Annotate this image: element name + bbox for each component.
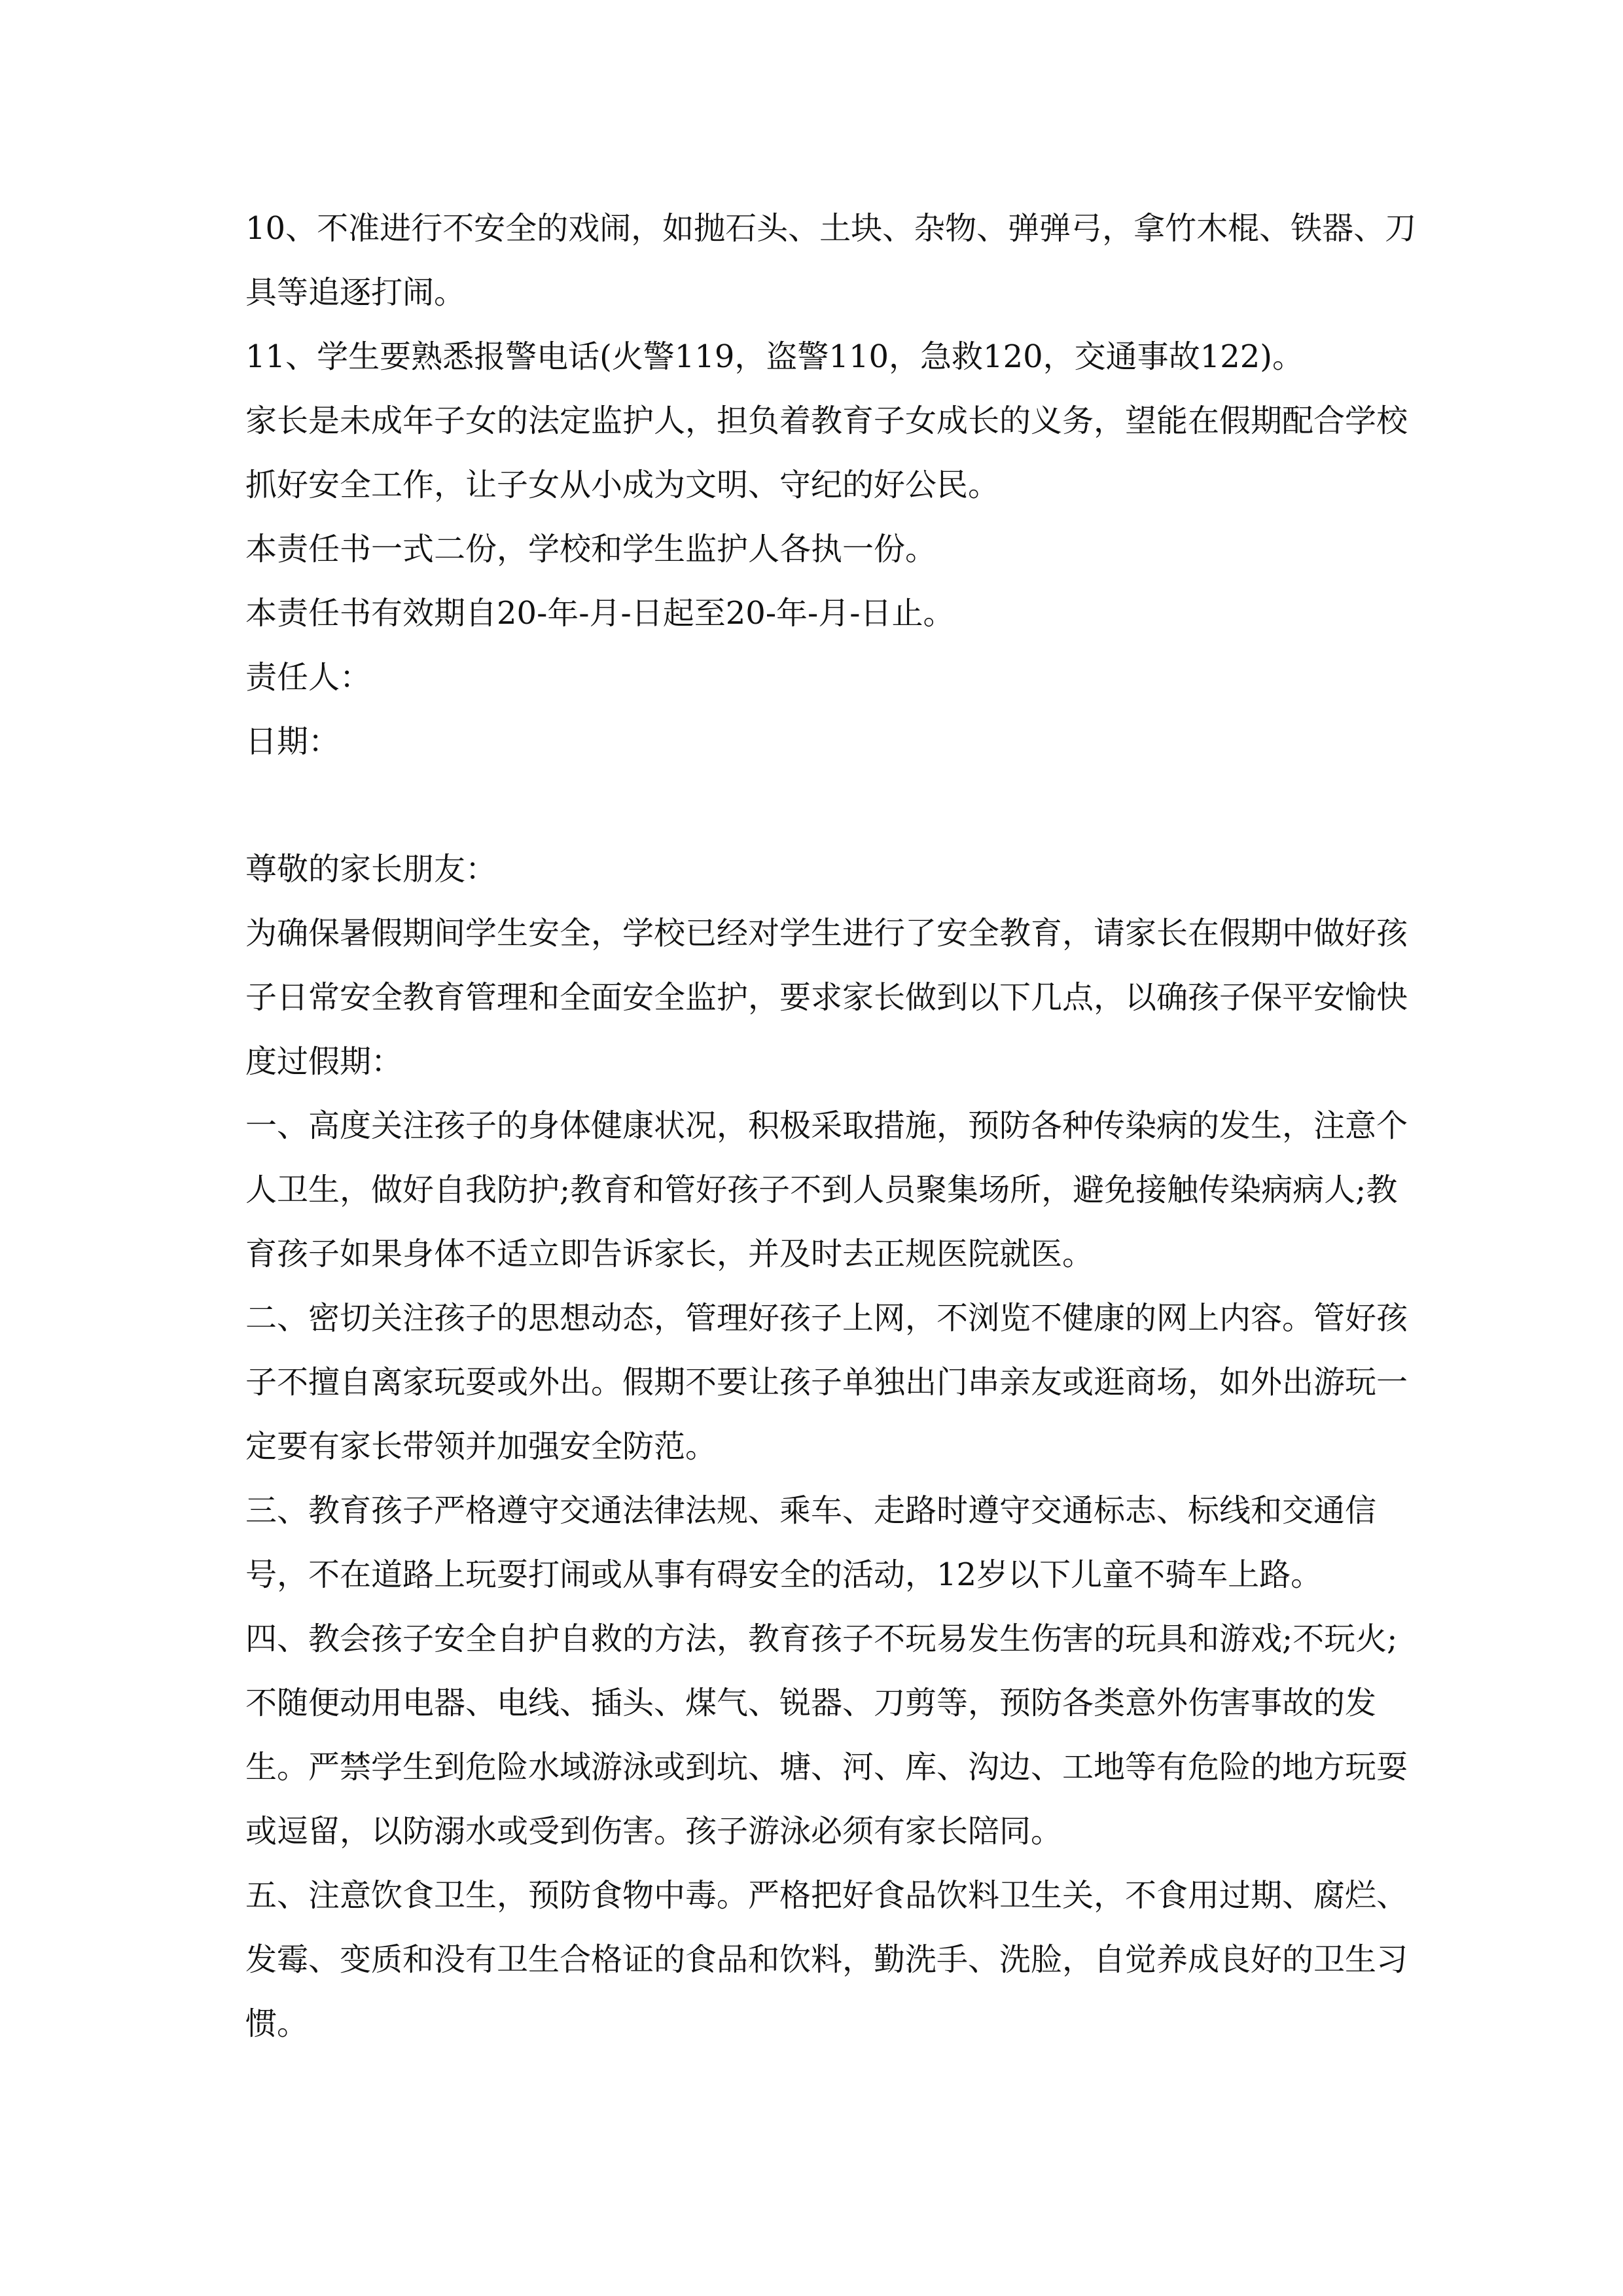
validity-paragraph: 本责任书有效期自20-年-月-日起至20-年-月-日止。 (245, 595, 955, 632)
item-4-paragraph: 四、教会孩子安全自护自救的方法，教育孩子不玩易发生伤害的玩具和游戏;不玩火;不随便动用电器、电线、插头、煤气、锐器、刀剪等，预防各类意外伤害事故的发生。严禁学生到危险水域游泳或到坑、塘、河、库、沟边、工地等有危险的地方玩耍或逗留，以防溺水或受到伤害。孩子游泳必须有家长陪同。 (245, 1621, 1408, 1850)
responsible-person-line: 责任人： (245, 659, 372, 696)
document-body (245, 196, 1423, 2056)
copies-paragraph: 本责任书一式二份，学校和学生监护人各执一份。 (245, 531, 937, 567)
guardian-duty-paragraph: 家长是未成年子女的法定监护人，担负着教育子女成长的义务，望能在假期配合学校抓好安全工作，让子女从小成为文明、守纪的好公民。 (245, 403, 1408, 503)
date-line: 日期： (245, 723, 340, 760)
rule-11-paragraph: 11、学生要熟悉报警电话(火警119，盗警110，急救120，交通事故122)。 (245, 338, 1304, 375)
item-1-paragraph: 一、高度关注孩子的身体健康状况，积极采取措施，预防各种传染病的发生，注意个人卫生，做好自我防护;教育和管好孩子不到人员聚集场所，避免接触传染病病人;教育孩子如果身体不适立即告诉家长，并及时去正规医院就医。 (245, 1107, 1408, 1272)
letter-greeting: 尊敬的家长朋友： (245, 851, 497, 888)
section-gap (245, 774, 1423, 837)
rule-10-paragraph: 10、不准进行不安全的戏闹，如抛石头、土块、杂物、弹弹弓，拿竹木棍、铁器、刀具等追逐打闹。 (245, 210, 1417, 311)
letter-intro-paragraph: 为确保暑假期间学生安全，学校已经对学生进行了安全教育，请家长在假期中做好孩子日常安全教育管理和全面安全监护，要求家长做到以下几点，以确孩子保平安愉快度过假期： (245, 915, 1408, 1080)
item-2-paragraph: 二、密切关注孩子的思想动态，管理好孩子上网，不浏览不健康的网上内容。管好孩子不擅自离家玩耍或外出。假期不要让孩子单独出门串亲友或逛商场，如外出游玩一定要有家长带领并加强安全防范。 (245, 1300, 1408, 1465)
item-3-paragraph: 三、教育孩子严格遵守交通法律法规、乘车、走路时遵守交通标志、标线和交通信号，不在道路上玩耍打闹或从事有碍安全的活动，12岁以下儿童不骑车上路。 (245, 1492, 1377, 1593)
item-5-paragraph: 五、注意饮食卫生，预防食物中毒。严格把好食品饮料卫生关，不食用过期、腐烂、发霉、变质和没有卫生合格证的食品和饮料，勤洗手、洗脸，自觉养成良好的卫生习惯。 (245, 1877, 1408, 2042)
